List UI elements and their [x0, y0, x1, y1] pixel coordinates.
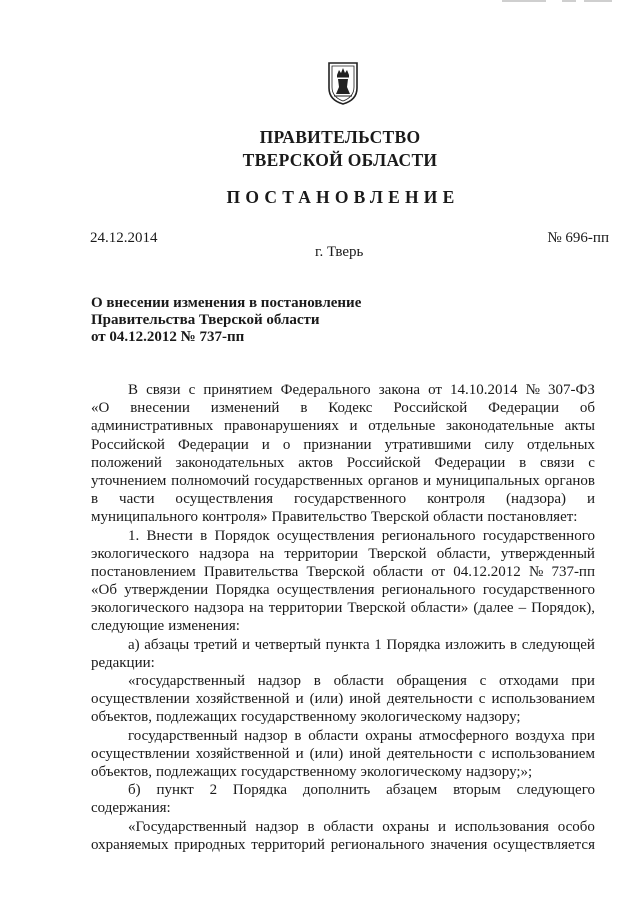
body-line: 1. Внести в Порядок осуществления регионального государственного: [128, 527, 595, 544]
organization-name-line2: ТВЕРСКОЙ ОБЛАСТИ: [242, 150, 438, 170]
body-line: административных правонарушениях и отдельные законодательные акты: [91, 418, 595, 435]
body-line: содержания:: [91, 800, 171, 817]
body-line: б) пункт 2 Порядка дополнить абзацем вторым следующего: [128, 782, 595, 799]
body-line: в части осуществления государственного контроля (надзора) и: [91, 491, 595, 508]
document-number: № 696-пп: [547, 230, 609, 246]
organization-name-line1: ПРАВИТЕЛЬСТВО: [259, 127, 421, 147]
body-line: объектов, подлежащих государственному экологическому надзору;: [91, 709, 521, 726]
body-line: уточнением полномочий государственных органов и муниципальных органов: [91, 472, 595, 489]
body-line: экологического надзора на территории Тверской области» (далее – Порядок),: [91, 600, 595, 617]
body-line: «Об утверждении Порядка осуществления регионального государственного: [91, 582, 595, 599]
subject-line: от 04.12.2012 № 737-пп: [91, 329, 245, 345]
body-line: постановлением Правительства Тверской области от 04.12.2012 № 737-пп: [91, 563, 595, 580]
subject-line: О внесении изменения в постановление: [91, 295, 362, 311]
body-line: «государственный надзор в области обращения с отходами при: [128, 673, 595, 689]
body-line: В связи с принятием Федерального закона от 14.10.2014 № 307-ФЗ: [128, 382, 595, 398]
scan-artifact: [502, 0, 612, 3]
tver-coat-of-arms-icon: [326, 60, 360, 106]
document-subject: [91, 295, 361, 346]
body-line: «Государственный надзор в области охраны и использования особо: [128, 818, 595, 835]
body-line: а) абзацы третий и четвертый пункта 1 Порядка изложить в следующей: [128, 636, 595, 653]
subject-line: Правительства Тверской области: [91, 312, 320, 328]
body-line: «О внесении изменений в Кодекс Российской Федерации об: [91, 400, 595, 417]
body-line: следующие изменения:: [91, 618, 240, 635]
body-line: государственный надзор в области охраны атмосферного воздуха при: [128, 727, 595, 744]
body-line: объектов, подлежащих государственному экологическому надзору;»;: [91, 763, 533, 780]
document-city: г. Тверь: [315, 244, 364, 260]
body-line: осуществлении хозяйственной и (или) иной деятельности с использованием: [91, 745, 595, 762]
body-line: положений законодательных актов Российской Федерации в связи с: [91, 454, 595, 471]
document-body: [91, 381, 595, 854]
document-date: 24.12.2014: [90, 230, 158, 246]
body-line: муниципального контроля» Правительство Тверской области постановляет:: [91, 509, 578, 526]
document-type: ПОСТАНОВЛЕНИЕ: [226, 187, 460, 207]
body-line: осуществлении хозяйственной и (или) иной деятельности с использованием: [91, 691, 595, 708]
body-line: охраняемых природных территорий регионального значения осуществляется: [91, 836, 595, 853]
body-line: экологического надзора на территории Тверской области, утвержденный: [91, 545, 595, 562]
body-line: редакции:: [91, 654, 155, 671]
body-line: Российской Федерации и о признании утратившими силу отдельных: [91, 436, 595, 453]
